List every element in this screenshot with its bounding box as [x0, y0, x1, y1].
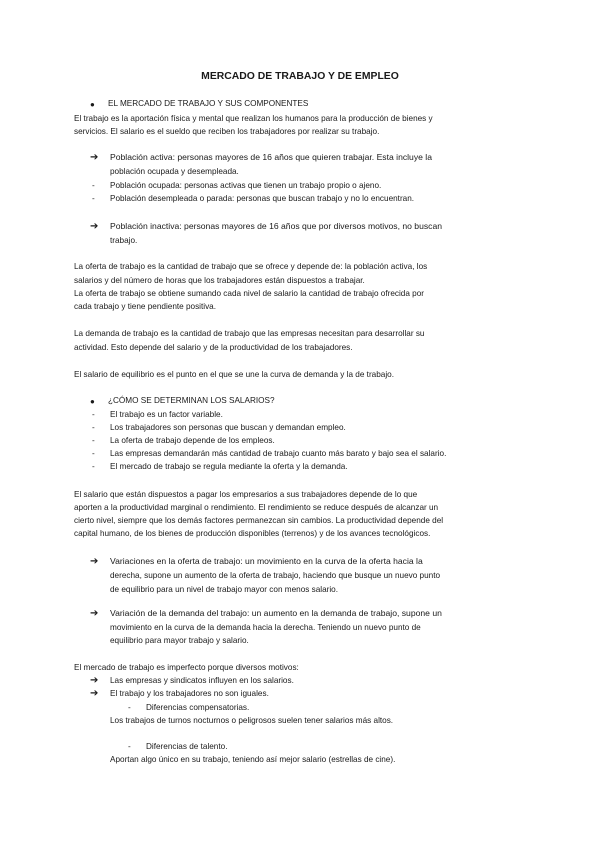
- salario-paragraph-line-1: El salario que están dispuestos a pagar los empresarios a sus trabajadores depende de lo que: [74, 490, 418, 499]
- dash-icon: -: [128, 703, 131, 712]
- variaciones-oferta-line-3: de equilibrio para un nivel de trabajo mayor con menos salario.: [110, 585, 339, 594]
- inactiva-line-1: Población inactiva: personas mayores de 16 años que por diversos motivos, no buscan: [110, 221, 443, 231]
- compensatorias-heading: Diferencias compensatorias.: [146, 703, 250, 712]
- intro-line-2: servicios. El salario es el sueldo que reciben los trabajadores por realizar su trabajo.: [74, 127, 380, 136]
- activa-line-1: Población activa: personas mayores de 16 años que quieren trabajar. Esta incluye la: [110, 152, 432, 162]
- salario-paragraph-line-3: cierto nivel, siempre que los demás factores permanezcan sin cambios. La productividad depende del: [74, 516, 444, 525]
- equilibrio-line: El salario de equilibrio es el punto en el que se une la curva de demanda y la de trabajo.: [74, 370, 394, 379]
- arrow-icon: ➔: [90, 675, 99, 686]
- dash-icon: -: [92, 423, 95, 432]
- section-heading-salarios: ¿CÓMO SE DETERMINAN LOS SALARIOS?: [108, 396, 275, 405]
- reason-1: Las empresas y sindicatos influyen en los salarios.: [110, 676, 294, 685]
- oferta-line-1: La oferta de trabajo es la cantidad de trabajo que se ofrece y depende de: la población activa, los: [74, 262, 428, 271]
- dash-icon: -: [92, 410, 95, 419]
- imperfecto-intro: El mercado de trabajo es imperfecto porque diversos motivos:: [74, 663, 299, 672]
- dash-icon: -: [92, 462, 95, 471]
- inactiva-line-2: trabajo.: [110, 236, 138, 245]
- variacion-demanda-line-2: movimiento en la curva de la demanda hacia la derecha. Teniendo un nuevo punto de: [110, 623, 421, 632]
- variaciones-oferta-line-1: Variaciones en la oferta de trabajo: un movimiento en la curva de la oferta hacia la: [110, 556, 423, 566]
- bullet-icon: ●: [90, 100, 95, 109]
- demanda-line-2: actividad. Esto depende del salario y de la productividad de los trabajadores.: [74, 343, 353, 352]
- arrow-icon: ➔: [90, 608, 99, 619]
- salarios-item-4: Las empresas demandarán más cantidad de trabajo cuanto más barato y bajo sea el salario.: [110, 449, 447, 458]
- variaciones-oferta-line-2: derecha, supone un aumento de la oferta de trabajo, haciendo que busque un nuevo punto: [110, 571, 441, 580]
- dash-icon: -: [92, 181, 95, 190]
- arrow-icon: ➔: [90, 221, 99, 232]
- ocupada-line: Población ocupada: personas activas que tienen un trabajo propio o ajeno.: [110, 181, 382, 190]
- salarios-item-1: El trabajo es un factor variable.: [110, 410, 223, 419]
- bullet-icon: ●: [90, 397, 95, 406]
- talento-text: Aportan algo único en su trabajo, teniendo así mejor salario (estrellas de cine).: [110, 755, 396, 764]
- salarios-item-3: La oferta de trabajo depende de los empleos.: [110, 436, 275, 445]
- oferta-line-2: salarios y del número de horas que los trabajadores están dispuestos a trabajar.: [74, 276, 365, 285]
- salarios-item-5: El mercado de trabajo se regula mediante la oferta y la demanda.: [110, 462, 348, 471]
- document-title: MERCADO DE TRABAJO Y DE EMPLEO: [201, 71, 399, 82]
- salario-paragraph-line-2: aporten a la productividad marginal o rendimiento. El rendimiento se reduce después de alcanzar un: [74, 503, 439, 512]
- demanda-line-1: La demanda de trabajo es la cantidad de trabajo que las empresas necesitan para desarrollar su: [74, 329, 425, 338]
- arrow-icon: ➔: [90, 152, 99, 163]
- variacion-demanda-line-1: Variación de la demanda del trabajo: un aumento en la demanda de trabajo, supone un: [110, 608, 442, 618]
- arrow-icon: ➔: [90, 556, 99, 567]
- dash-icon: -: [92, 436, 95, 445]
- salarios-item-2: Los trabajadores son personas que buscan y demandan empleo.: [110, 423, 346, 432]
- variacion-demanda-line-3: equilibrio para mayor trabajo y salario.: [110, 636, 249, 645]
- oferta-line-4: cada trabajo y tiene pendiente positiva.: [74, 302, 217, 311]
- talento-heading: Diferencias de talento.: [146, 742, 228, 751]
- section-heading-mercado: EL MERCADO DE TRABAJO Y SUS COMPONENTES: [108, 99, 309, 108]
- activa-line-2: población ocupada y desempleada.: [110, 167, 239, 176]
- dash-icon: -: [128, 742, 131, 751]
- dash-icon: -: [92, 449, 95, 458]
- dash-icon: -: [92, 194, 95, 203]
- salario-paragraph-line-4: capital humano, de los bienes de producción disponibles (terrenos) y de los avances tecnológicos.: [74, 529, 431, 538]
- desempleada-line: Población desempleada o parada: personas que buscan trabajo y no lo encuentran.: [110, 194, 415, 203]
- reason-2: El trabajo y los trabajadores no son iguales.: [110, 689, 269, 698]
- intro-line-1: El trabajo es la aportación física y mental que realizan los humanos para la producción de bienes y: [74, 114, 433, 123]
- oferta-line-3: La oferta de trabajo se obtiene sumando cada nivel de salario la cantidad de trabajo ofrecida por: [74, 289, 425, 298]
- arrow-icon: ➔: [90, 688, 99, 699]
- compensatorias-text: Los trabajos de turnos nocturnos o peligrosos suelen tener salarios más altos.: [110, 716, 394, 725]
